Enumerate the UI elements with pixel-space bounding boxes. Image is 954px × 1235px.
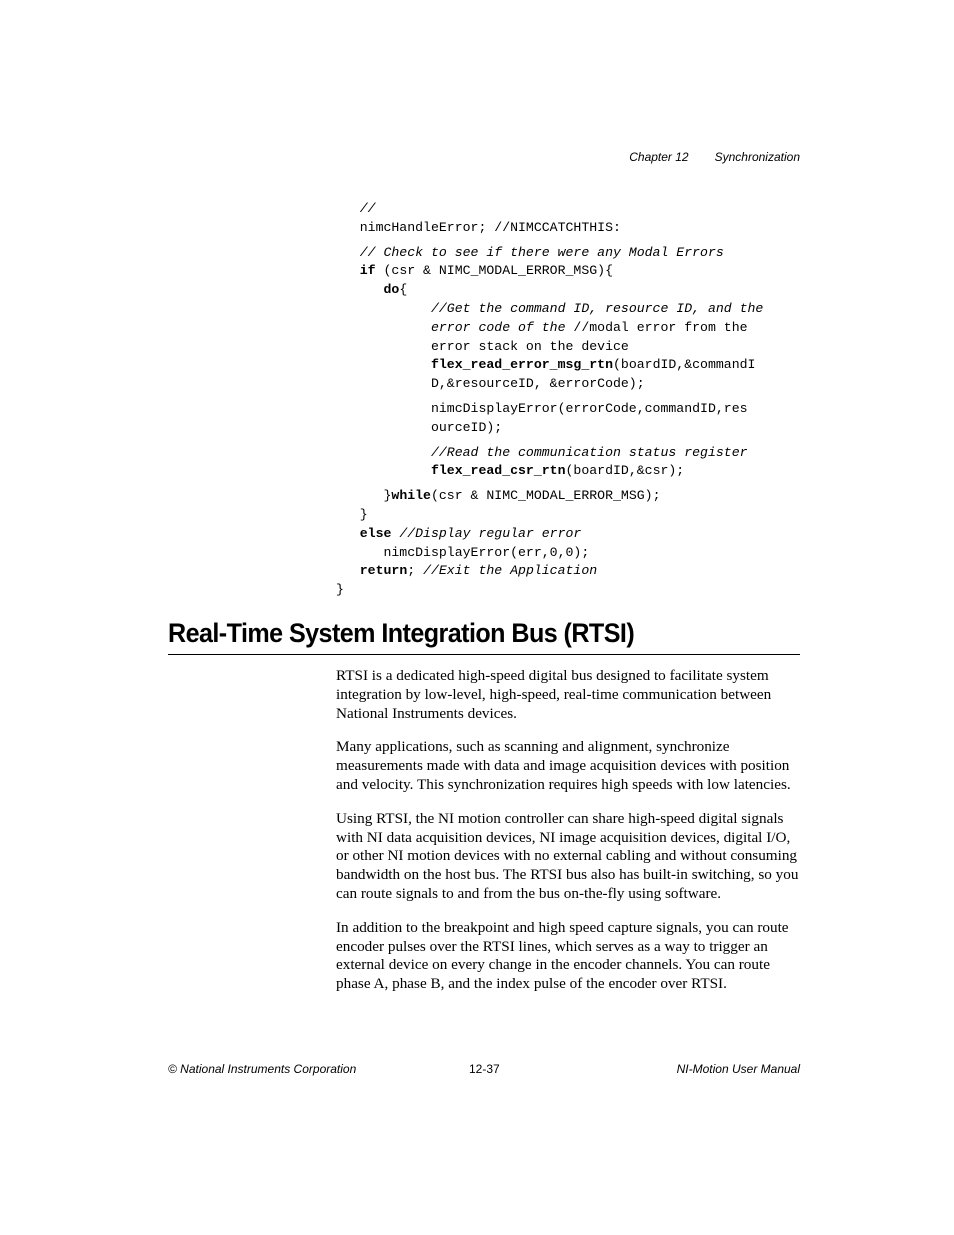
code-text: nimcHandleError; //NIMCCATCHTHIS:: [336, 219, 621, 235]
code-text: }: [336, 488, 392, 504]
code-line: [336, 526, 581, 541]
page-number: 12-37: [469, 1062, 500, 1076]
code-gap: [336, 438, 763, 444]
code-line: [336, 282, 407, 297]
code-line: [336, 263, 613, 278]
code-indent: [336, 463, 431, 478]
paragraph-2: Many applications, such as scanning and alignment, synchronize measurements made with data and image acquisition devices with position and velocity. This synchronization requires high speeds with low latencies.: [336, 738, 791, 793]
code-text: {: [399, 282, 408, 298]
code-indent: [336, 445, 431, 460]
code-line: [336, 376, 645, 391]
code-comment: //Display regular error: [391, 525, 582, 541]
title-rule: [168, 654, 800, 655]
code-line: [336, 357, 755, 372]
code-comment: //: [336, 201, 376, 216]
code-text: error stack on the device: [336, 338, 629, 354]
code-indent: [336, 357, 431, 372]
code-gap: [336, 394, 763, 400]
section-title: Real-Time System Integration Bus (RTSI): [168, 618, 635, 648]
code-text: ;: [407, 563, 424, 579]
code-indent: [336, 282, 383, 297]
code-line: [336, 420, 502, 435]
code-text: nimcDisplayError(err,0,0);: [336, 544, 590, 560]
code-comment: //Exit the Application: [423, 563, 598, 579]
code-line: [336, 445, 748, 460]
paragraph-4: In addition to the breakpoint and high speed capture signals, you can route encoder pulses over the RTSI lines, which serves as a way to trigger an external device on every change in the encoder channels. You can route phase A, phase B, and the index pulse of the encoder over RTSI.: [336, 918, 789, 993]
body-text: [336, 667, 802, 1009]
code-line: [336, 582, 344, 597]
code-keyword: else: [359, 525, 392, 541]
code-line: [336, 301, 763, 316]
code-comment: //Get the command ID, resource ID, and the: [430, 300, 764, 316]
code-line: [336, 401, 748, 416]
code-gap: [336, 238, 763, 244]
code-line: [336, 201, 376, 216]
code-keyword: if: [359, 263, 376, 279]
code-line: [336, 563, 597, 578]
code-indent: [336, 301, 431, 316]
code-indent: [336, 563, 360, 578]
code-line: [336, 507, 368, 522]
code-line: [336, 463, 684, 478]
code-line: [336, 488, 660, 503]
code-keyword: while: [391, 488, 431, 504]
code-keyword: do: [383, 282, 400, 298]
code-keyword: return: [359, 563, 408, 579]
code-text: (boardID,&csr);: [565, 463, 685, 479]
paragraph-1: RTSI is a dedicated high-speed digital bus designed to facilitate system integration by low-level, high-speed, real-time communication between National Instruments devices.: [336, 667, 772, 722]
code-text: (csr & NIMC_MODAL_ERROR_MSG);: [430, 488, 661, 504]
code-text: }: [336, 506, 368, 522]
code-text: nimcDisplayError(errorCode,commandID,res: [336, 400, 748, 416]
code-text: //modal error from the: [573, 319, 748, 335]
code-function: flex_read_error_msg_rtn: [430, 357, 613, 373]
code-text: D,&resourceID, &errorCode);: [336, 376, 645, 392]
code-comment: error code of the: [430, 319, 574, 335]
code-line: [336, 220, 621, 235]
code-line: [336, 320, 748, 335]
code-indent: [336, 263, 360, 278]
code-function: flex_read_csr_rtn: [430, 463, 566, 479]
code-text: (csr & NIMC_MODAL_ERROR_MSG){: [375, 263, 613, 279]
header-chapter: Chapter 12: [629, 150, 689, 164]
header-section: Synchronization: [714, 150, 800, 164]
paragraph-3: Using RTSI, the NI motion controller can share high-speed digital signals with NI data acquisition devices, NI image acquisition devices, digital I/O, or other NI motion devices with no external cabling and without consuming bandwidth on the host bus. The RTSI bus also has built-in switching, so you can route signals to and from the bus on-the-fly using software.: [336, 809, 799, 902]
footer-manual-title: NI-Motion User Manual: [676, 1062, 800, 1076]
code-comment: //Read the communication status register: [430, 444, 748, 460]
code-line: [336, 545, 589, 560]
code-line: [336, 245, 724, 260]
code-indent: [336, 526, 360, 541]
code-listing: [336, 200, 763, 600]
running-header: [629, 150, 800, 164]
code-text: ourceID);: [336, 419, 503, 435]
code-indent: [336, 320, 431, 335]
code-comment: // Check to see if there were any Modal Errors: [336, 244, 724, 260]
code-gap: [336, 481, 763, 487]
code-text: (boardID,&commandI: [613, 357, 756, 373]
code-text: }: [336, 582, 344, 598]
code-line: [336, 339, 629, 354]
footer-copyright: © National Instruments Corporation: [168, 1062, 357, 1076]
